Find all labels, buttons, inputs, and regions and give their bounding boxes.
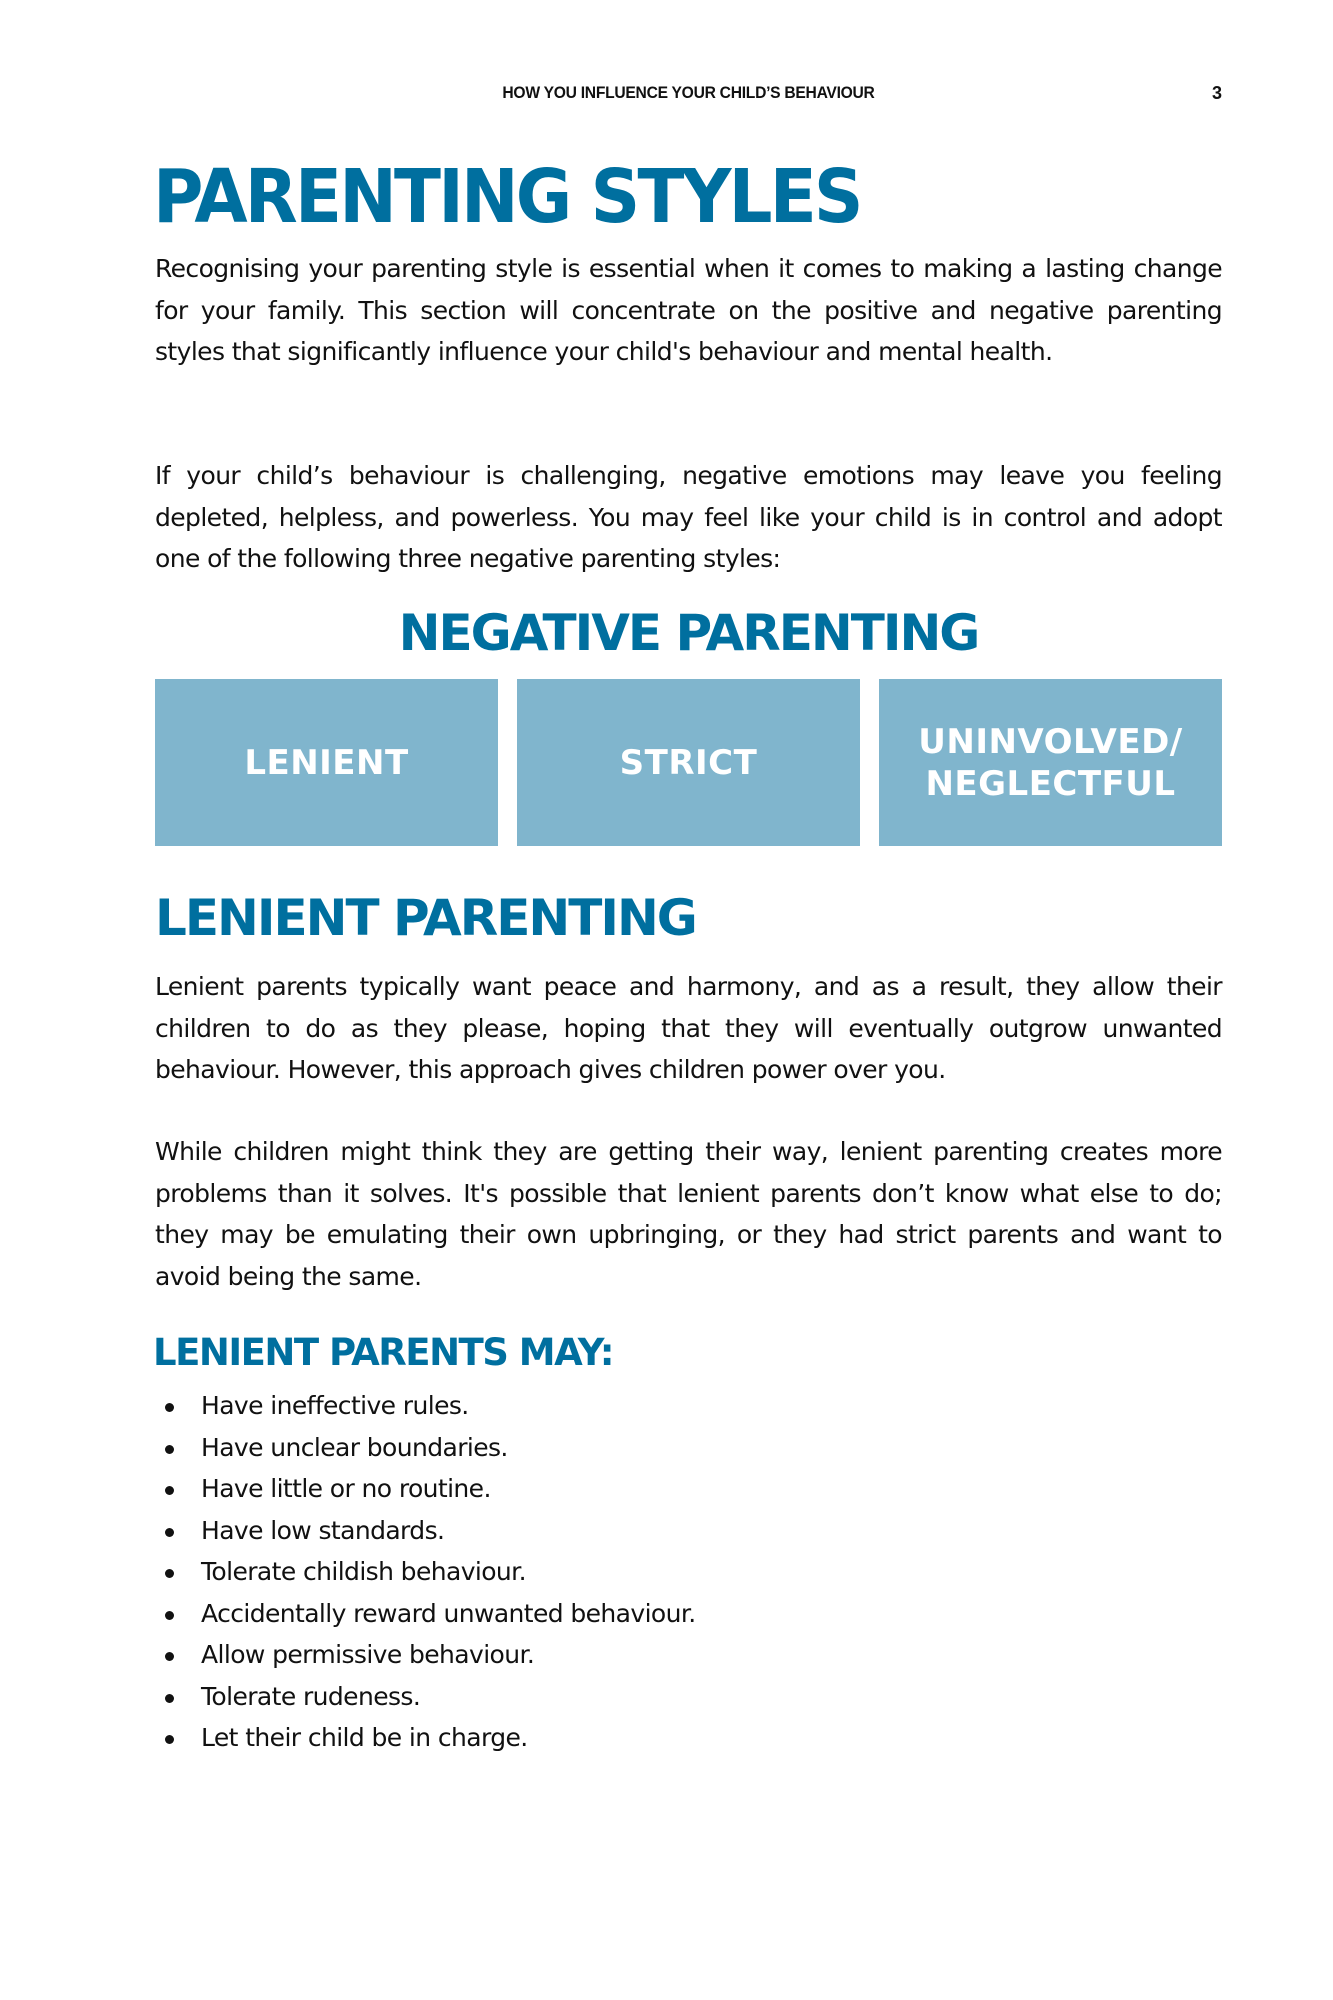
list-item: Let their child be in charge. [155,1717,696,1759]
list-item: Have unclear boundaries. [155,1427,696,1469]
bullet-icon [165,1569,174,1578]
lenient-paragraph-2: While children might think they are getting their way, lenient parenting creates more problems than it solves. It's possible that lenient parents don’t know what else to do; they may be emulating their own upbringing, or they had strict parents and want to avoid being the same. [155,1137,1222,1291]
style-box-label: STRICT [619,742,758,783]
list-item: Allow permissive behaviour. [155,1634,696,1676]
list-item: Have low standards. [155,1510,696,1552]
bullet-icon [165,1403,174,1412]
list-item: Tolerate childish behaviour. [155,1551,696,1593]
page-number: 3 [1211,83,1222,103]
lenient-traits-list [155,1385,696,1759]
intro-paragraph-2: If your child’s behaviour is challenging, negative emotions may leave you feeling depleted, helpless, and powerless. You may feel like your child is in control and adopt one of the following three negative parenting styles: [155,461,1222,573]
negative-parenting-title: NEGATIVE PARENTING [398,604,979,662]
style-box-lenient [155,679,498,846]
bullet-icon [165,1611,174,1620]
lenient-paragraph-1: Lenient parents typically want peace and harmony, and as a result, they allow their children to do as they please, hoping that they will eventually outgrow unwanted behaviour. However, this approach gives children power over you. [155,972,1222,1084]
list-item: Have ineffective rules. [155,1385,696,1427]
style-box-uninvolved [879,679,1222,846]
bullet-icon [165,1445,174,1454]
bullet-icon [165,1694,174,1703]
style-box-strict [517,679,860,846]
parenting-styles-grid [155,679,1222,846]
list-item: Have little or no routine. [155,1468,696,1510]
page-title: PARENTING STYLES [153,154,861,240]
lenient-parenting-heading: LENIENT PARENTING [155,889,696,947]
bullet-icon [165,1486,174,1495]
list-item: Accidentally reward unwanted behaviour. [155,1593,696,1635]
list-item: Tolerate rudeness. [155,1676,696,1718]
running-header [155,83,1222,107]
style-box-label: LENIENT [244,742,409,783]
intro-paragraph-1: Recognising your parenting style is essential when it comes to making a lasting change for your family. This section will concentrate on the positive and negative parenting styles that significantly influence your child's behaviour and mental health. [155,254,1222,366]
bullet-icon [165,1652,174,1661]
bullet-icon [165,1735,174,1744]
bullet-icon [165,1528,174,1537]
lenient-list-heading: LENIENT PARENTS MAY: [153,1331,614,1374]
running-title: HOW YOU INFLUENCE YOUR CHILD’S BEHAVIOUR [502,83,875,102]
style-box-label: UNINVOLVED/ NEGLECTFUL [918,721,1183,804]
